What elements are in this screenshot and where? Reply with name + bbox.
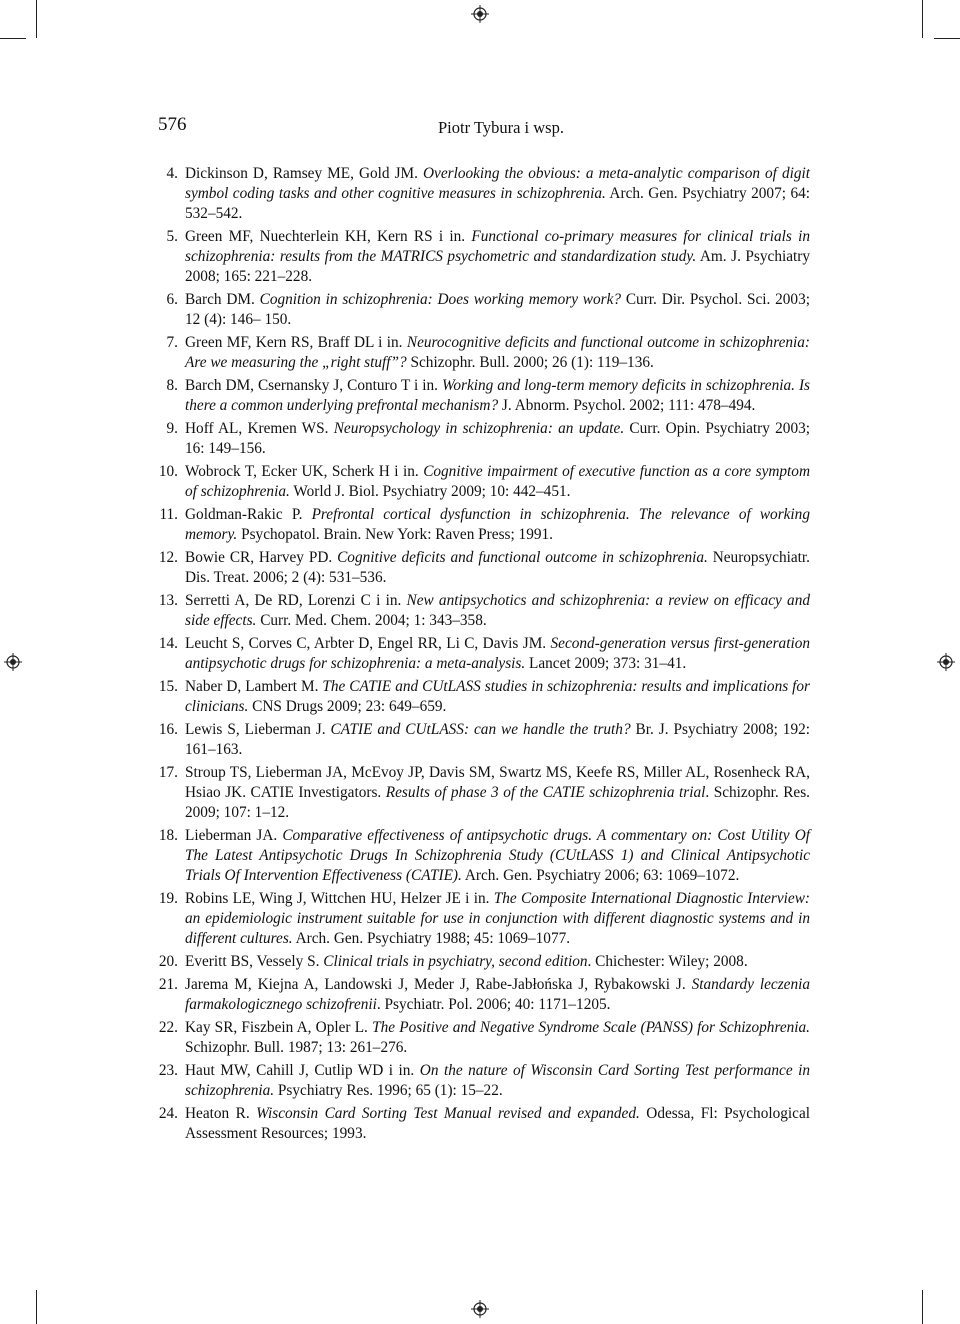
reference-list <box>150 164 810 1147</box>
reference-title: Functional co-primary measures for clinical trials in schizophrenia: results from the MATRICS psychometric and standardization study. <box>185 228 810 265</box>
reference-number: 23. <box>158 1062 178 1079</box>
reference-number: 21. <box>158 976 178 993</box>
reference-number: 24. <box>158 1105 178 1122</box>
reference-item <box>150 1061 810 1101</box>
reference-number: 19. <box>158 890 178 907</box>
reference-title: Wisconsin Card Sorting Test Manual revised and expanded. <box>256 1105 640 1122</box>
reference-number: 5. <box>166 228 178 245</box>
reference-number: 22. <box>158 1019 178 1036</box>
reference-item <box>150 677 810 717</box>
reference-authors: Barch DM, Csernansky J, Conturo T i in. <box>185 377 442 394</box>
reference-item <box>150 462 810 502</box>
reference-number: 20. <box>158 953 178 970</box>
reference-authors: Jarema M, Kiejna A, Landowski J, Meder J, Rabe-Jabłońska J, Rybakowski J. <box>185 976 692 993</box>
reference-source: Lancet 2009; 373: 31–41. <box>525 655 687 672</box>
reference-item <box>150 591 810 631</box>
reference-item <box>150 634 810 674</box>
reference-item <box>150 548 810 588</box>
reference-title: Standardy leczenia farmakologicznego schizofrenii <box>185 976 810 1013</box>
reference-authors: Hoff AL, Kremen WS. <box>185 420 334 437</box>
reference-authors: Leucht S, Corves C, Arbter D, Engel RR, Li C, Davis JM. <box>185 635 551 652</box>
reference-item <box>150 505 810 545</box>
reference-item <box>150 1018 810 1058</box>
reference-title: Comparative effectiveness of antipsychotic drugs. A commentary on: Cost Utility Of The Latest Antipsychotic Drugs In Schizophrenia Study (CUtLASS 1) and Clinical Antipsychotic Trials Of Intervention Effectiveness (CATIE). <box>185 827 810 884</box>
reference-authors: Everitt BS, Vessely S. <box>185 953 324 970</box>
reference-title: Prefrontal cortical dysfunction in schizophrenia. The relevance of working memory. <box>185 506 810 543</box>
reference-item <box>150 419 810 459</box>
reference-item <box>150 227 810 287</box>
reference-source: J. Abnorm. Psychol. 2002; 111: 478–494. <box>498 397 756 414</box>
crop-mark-top-right-h <box>934 38 960 39</box>
reference-title: Cognitive deficits and functional outcome in schizophrenia. <box>337 549 708 566</box>
crop-mark-bottom-left <box>36 1290 37 1324</box>
reference-title: Overlooking the obvious: a meta-analytic comparison of digit symbol coding tasks and other cognitive measures in schizophrenia. <box>185 165 811 202</box>
reference-title: CATIE and CUtLASS: can we handle the truth? <box>330 721 631 738</box>
registration-mark-right-icon <box>937 653 955 671</box>
reference-number: 8. <box>166 377 178 394</box>
reference-title: Neurocognitive deficits and functional outcome in schizophrenia: Are we measuring the „right stuff”? <box>185 334 811 371</box>
reference-source: Odessa, Fl: Psychological Assessment Resources; 1993. <box>185 1105 810 1142</box>
reference-authors: Green MF, Nuechterlein KH, Kern RS i in. <box>185 228 472 245</box>
reference-number: 10. <box>158 463 178 480</box>
reference-source: Curr. Opin. Psychiatry 2003; 16: 149–156. <box>185 420 810 457</box>
reference-title: Neuropsychology in schizophrenia: an update. <box>333 420 625 437</box>
reference-authors: Haut MW, Cahill J, Cutlip WD i in. <box>185 1062 420 1079</box>
reference-authors: Robins LE, Wing J, Wittchen HU, Helzer JE i in. <box>185 890 494 907</box>
reference-authors: Heaton R. <box>185 1105 257 1122</box>
reference-title: Results of phase 3 of the CATIE schizophrenia trial <box>385 784 706 801</box>
reference-authors: Green MF, Kern RS, Braff DL i in. <box>185 334 407 351</box>
reference-title: The CATIE and CUtLASS studies in schizophrenia: results and implications for clinicians. <box>185 678 811 715</box>
reference-source: CNS Drugs 2009; 23: 649–659. <box>248 698 447 715</box>
crop-mark-top-left <box>36 0 37 38</box>
reference-authors: Kay SR, Fiszbein A, Opler L. <box>185 1019 373 1036</box>
reference-number: 6. <box>166 291 178 308</box>
reference-source: Arch. Gen. Psychiatry 2006; 63: 1069–1072. <box>461 867 740 884</box>
reference-source: Arch. Gen. Psychiatry 2007; 64: 532–542. <box>185 185 810 222</box>
reference-item <box>150 889 810 949</box>
reference-title: Cognition in schizophrenia: Does working memory work? <box>259 291 622 308</box>
reference-authors: Serretti A, De RD, Lorenzi C i in. <box>185 592 407 609</box>
reference-item <box>150 826 810 886</box>
reference-source: Br. J. Psychiatry 2008; 192: 161–163. <box>185 721 811 758</box>
reference-item <box>150 975 810 1015</box>
reference-title: Clinical trials in psychiatry, second edition <box>323 953 588 970</box>
reference-title: Cognitive impairment of executive function as a core symptom of schizophrenia. <box>185 463 811 500</box>
reference-authors: Bowie CR, Harvey PD. <box>185 549 338 566</box>
reference-title: The Composite International Diagnostic Interview: an epidemiologic instrument suitable for use in conjunction with different diagnostic systems and in different cultures. <box>185 890 810 947</box>
reference-authors: Stroup TS, Lieberman JA, McEvoy JP, Davis SM, Swartz MS, Keefe RS, Miller AL, Rosenheck RA, Hsiao JK. CATIE Investigators. <box>185 764 810 801</box>
reference-source: Schizophr. Bull. 2000; 26 (1): 119–136. <box>406 354 654 371</box>
reference-number: 13. <box>158 592 178 609</box>
reference-authors: Wobrock T, Ecker UK, Scherk H i in. <box>185 463 424 480</box>
reference-number: 18. <box>158 827 178 844</box>
reference-title: Second-generation versus first-generation antipsychotic drugs for schizophrenia: a meta-analysis. <box>185 635 810 672</box>
reference-item <box>150 720 810 760</box>
reference-number: 15. <box>158 678 178 695</box>
reference-number: 12. <box>158 549 178 566</box>
reference-number: 4. <box>166 165 178 182</box>
reference-authors: Lieberman JA. <box>185 827 283 844</box>
reference-source: Curr. Dir. Psychol. Sci. 2003; 12 (4): 146– 150. <box>185 291 810 328</box>
crop-mark-top-right <box>922 0 923 38</box>
reference-source: . Psychiatr. Pol. 2006; 40: 1171–1205. <box>376 996 611 1013</box>
reference-source: Psychopatol. Brain. New York: Raven Press; 1991. <box>237 526 553 543</box>
reference-title: New antipsychotics and schizophrenia: a review on efficacy and side effects. <box>185 592 810 629</box>
page-number: 576 <box>158 114 187 135</box>
reference-item <box>150 952 810 972</box>
reference-authors: Barch DM. <box>185 291 260 308</box>
registration-mark-bottom-icon <box>471 1300 489 1318</box>
reference-source: Neuropsychiatr. Dis. Treat. 2006; 2 (4): 531–536. <box>185 549 810 586</box>
reference-source: Curr. Med. Chem. 2004; 1: 343–358. <box>256 612 487 629</box>
crop-mark-bottom-right <box>922 1290 923 1324</box>
reference-number: 11. <box>159 506 178 523</box>
reference-number: 14. <box>158 635 178 652</box>
reference-authors: Dickinson D, Ramsey ME, Gold JM. <box>185 165 423 182</box>
reference-source: World J. Biol. Psychiatry 2009; 10: 442–451. <box>289 483 571 500</box>
registration-mark-left-icon <box>4 653 22 671</box>
reference-authors: Naber D, Lambert M. <box>185 678 323 695</box>
reference-number: 9. <box>166 420 178 437</box>
reference-source: Arch. Gen. Psychiatry 1988; 45: 1069–1077. <box>292 930 571 947</box>
reference-source: Schizophr. Bull. 1987; 13: 261–276. <box>185 1039 408 1056</box>
running-head: Piotr Tybura i wsp. <box>438 118 564 137</box>
registration-mark-top-icon <box>471 5 489 23</box>
reference-source: Am. J. Psychiatry 2008; 165: 221–228. <box>185 248 810 285</box>
reference-item <box>150 1104 810 1144</box>
reference-title: The Positive and Negative Syndrome Scale (PANSS) for Schizophrenia. <box>372 1019 810 1036</box>
reference-title: On the nature of Wisconsin Card Sorting Test performance in schizophrenia. <box>185 1062 811 1099</box>
reference-item <box>150 164 810 224</box>
reference-authors: Goldman-Rakic P. <box>185 506 312 523</box>
reference-source: . Schizophr. Res. 2009; 107: 1–12. <box>185 784 810 821</box>
reference-item <box>150 763 810 823</box>
reference-source: . Chichester: Wiley; 2008. <box>587 953 748 970</box>
reference-authors: Lewis S, Lieberman J. <box>185 721 331 738</box>
reference-number: 17. <box>158 764 178 781</box>
reference-item <box>150 376 810 416</box>
reference-number: 7. <box>166 334 178 351</box>
crop-mark-top-left-h <box>0 38 26 39</box>
reference-item <box>150 333 810 373</box>
reference-title: Working and long-term memory deficits in schizophrenia. Is there a common underlying prefrontal mechanism? <box>185 377 810 414</box>
reference-source: Psychiatry Res. 1996; 65 (1): 15–22. <box>274 1082 503 1099</box>
reference-number: 16. <box>158 721 178 738</box>
reference-item <box>150 290 810 330</box>
